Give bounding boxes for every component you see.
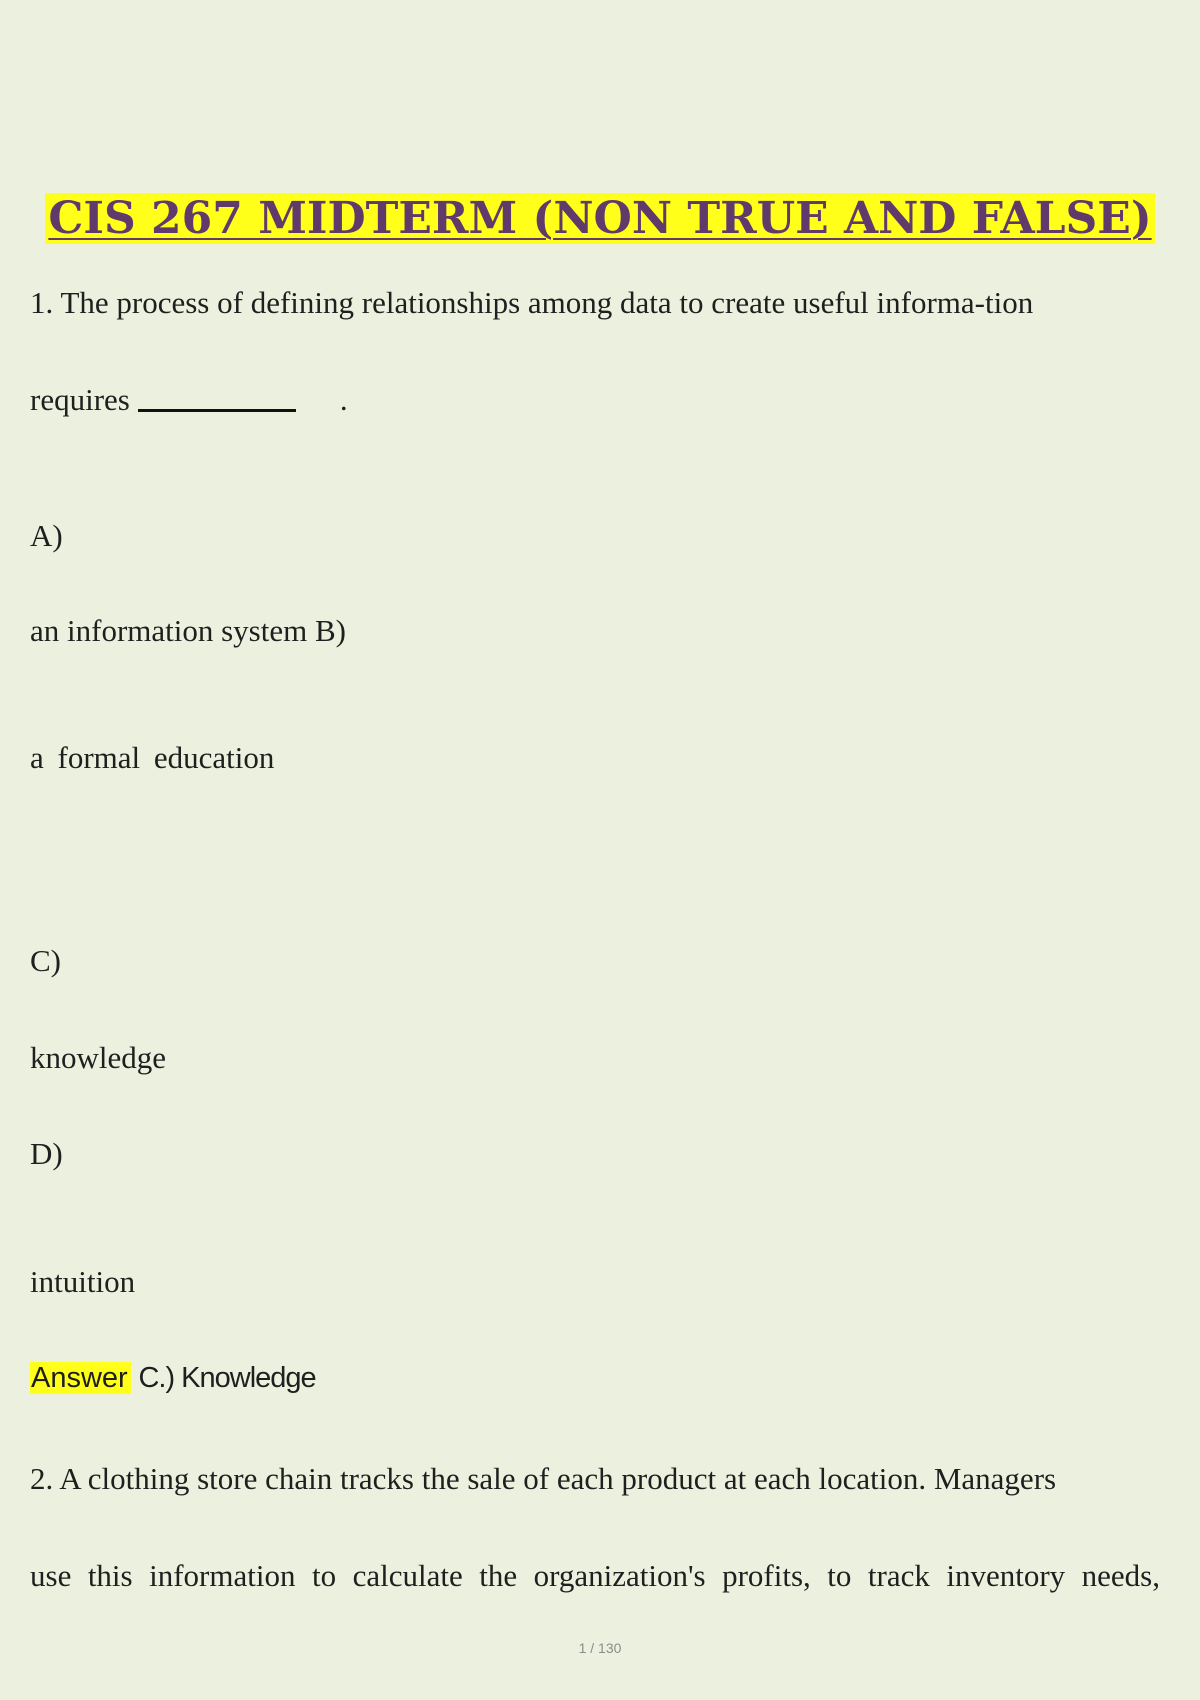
- answer-label: Answer: [30, 1362, 131, 1394]
- question-1-stem-continuation: requires: [30, 382, 130, 417]
- answer-blank: [138, 409, 296, 412]
- page-number: 1 / 130: [578, 1640, 622, 1656]
- option-a-text: an information system B): [30, 613, 346, 648]
- question-2-number: 2.: [30, 1461, 54, 1496]
- question-1-number: 1.: [30, 285, 54, 320]
- question-1-stem-text: The process of defining relationships among data to create useful informa-tion: [60, 285, 1034, 320]
- answer-line: [30, 1357, 316, 1398]
- option-b-text: a formal education: [30, 740, 275, 775]
- option-a-label: A): [30, 518, 63, 553]
- question-2-stem-line-2: use this information to calculate the organization's profits, to track inventory needs,: [30, 1558, 1160, 1593]
- option-d-label: D): [30, 1136, 63, 1171]
- document-title-text: CIS 267 MIDTERM (NON TRUE AND FALSE): [45, 193, 1154, 244]
- question-2-stem-text: A clothing store chain tracks the sale of each product at each location. Managers: [59, 1461, 1057, 1496]
- option-c-text: knowledge: [30, 1040, 167, 1075]
- question-1-stem-period: .: [339, 382, 348, 417]
- document-title: [0, 188, 1200, 250]
- option-c-label: C): [30, 943, 61, 978]
- question-1-stem-line-1: [30, 283, 1033, 323]
- answer-text: C.) Knowledge: [138, 1362, 316, 1394]
- question-1-stem-line-2: [30, 380, 348, 420]
- question-2-stem-line-1: [30, 1459, 1056, 1499]
- option-d-text: intuition: [30, 1264, 136, 1299]
